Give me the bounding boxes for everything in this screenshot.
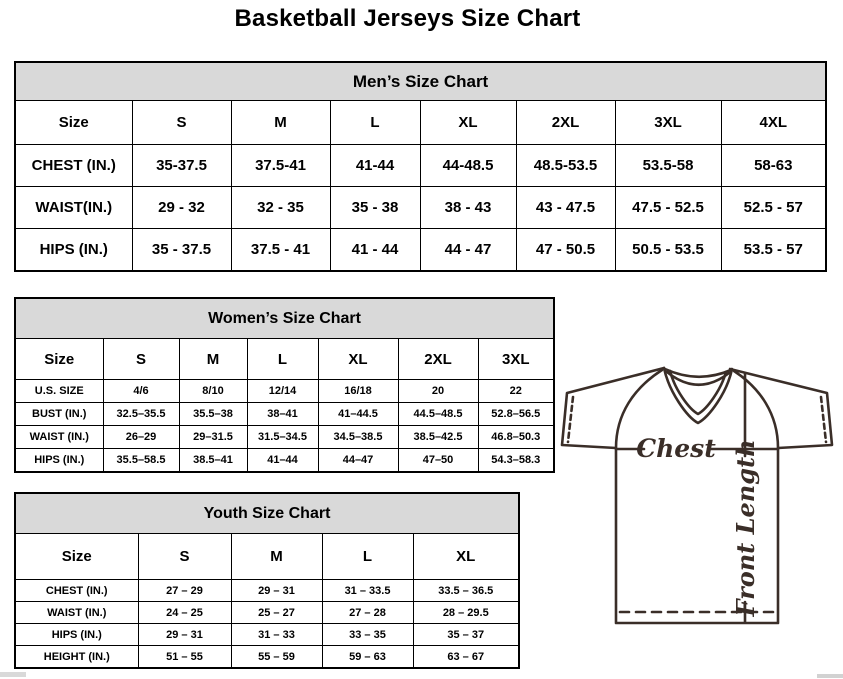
size-range-cell: 53.5-58 (615, 145, 721, 187)
size-range-cell: 12/14 (247, 380, 318, 403)
size-range-cell: 55 – 59 (231, 646, 322, 669)
size-range-cell: 35 – 37 (413, 624, 519, 646)
size-range-cell: 41-44 (330, 145, 420, 187)
row-label-cell: HIPS (IN.) (15, 624, 138, 646)
size-range-cell: 41 - 44 (330, 229, 420, 272)
jersey-cuff-dash-left (568, 397, 573, 442)
jersey-armhole-right (734, 371, 778, 448)
womens-chart-title: Women’s Size Chart (15, 298, 554, 339)
size-range-cell: 52.8–56.5 (478, 403, 554, 426)
column-header-cell: 3XL (478, 339, 554, 380)
size-range-cell: 29 - 32 (132, 187, 231, 229)
table-row (15, 646, 519, 669)
size-range-cell: 4/6 (103, 380, 179, 403)
size-range-cell: 29 – 31 (138, 624, 231, 646)
size-range-cell: 35 - 37.5 (132, 229, 231, 272)
chest-label: Chest (636, 434, 716, 463)
row-label-cell: WAIST(IN.) (15, 187, 132, 229)
size-range-cell: 52.5 - 57 (721, 187, 826, 229)
size-range-cell: 63 – 67 (413, 646, 519, 669)
size-range-cell: 44.5–48.5 (398, 403, 478, 426)
mens-chart-title: Men’s Size Chart (15, 62, 826, 101)
page-title: Basketball Jerseys Size Chart (234, 5, 581, 32)
table-row (15, 602, 519, 624)
womens-size-chart-table (14, 297, 555, 473)
row-label-cell: BUST (IN.) (15, 403, 103, 426)
table-row (15, 229, 826, 272)
size-range-cell: 38.5–42.5 (398, 426, 478, 449)
size-range-cell: 34.5–38.5 (318, 426, 398, 449)
row-label-cell: WAIST (IN.) (15, 426, 103, 449)
column-header-cell: Size (15, 101, 132, 145)
size-range-cell: 16/18 (318, 380, 398, 403)
size-range-cell: 48.5-53.5 (516, 145, 615, 187)
size-range-cell: 54.3–58.3 (478, 449, 554, 473)
size-range-cell: 44-48.5 (420, 145, 516, 187)
size-range-cell: 24 – 25 (138, 602, 231, 624)
size-range-cell: 58-63 (721, 145, 826, 187)
row-label-cell: CHEST (IN.) (15, 145, 132, 187)
table-row (15, 403, 554, 426)
row-label-cell: HIPS (IN.) (15, 229, 132, 272)
table-row (15, 187, 826, 229)
scrollbar-fragment-right (817, 674, 843, 678)
size-range-cell: 26–29 (103, 426, 179, 449)
row-label-cell: HIPS (IN.) (15, 449, 103, 473)
size-range-cell: 32 - 35 (231, 187, 330, 229)
size-range-cell: 47–50 (398, 449, 478, 473)
column-header-cell: S (138, 534, 231, 580)
column-header-cell: XL (413, 534, 519, 580)
column-header-cell: M (231, 534, 322, 580)
size-range-cell: 32.5–35.5 (103, 403, 179, 426)
size-range-cell: 47.5 - 52.5 (615, 187, 721, 229)
size-range-cell: 37.5-41 (231, 145, 330, 187)
table-row (15, 580, 519, 602)
youth-chart-title: Youth Size Chart (15, 493, 519, 534)
size-range-cell: 33.5 – 36.5 (413, 580, 519, 602)
column-header-cell: S (132, 101, 231, 145)
table-row (15, 145, 826, 187)
table-row (15, 449, 554, 473)
size-range-cell: 46.8–50.3 (478, 426, 554, 449)
table-row (15, 624, 519, 646)
row-label-cell: WAIST (IN.) (15, 602, 138, 624)
front-length-label: Front Length (731, 439, 760, 617)
size-range-cell: 43 - 47.5 (516, 187, 615, 229)
size-range-cell: 27 – 29 (138, 580, 231, 602)
column-header-cell: S (103, 339, 179, 380)
column-header-cell: Size (15, 534, 138, 580)
size-range-cell: 38 - 43 (420, 187, 516, 229)
column-header-cell: Size (15, 339, 103, 380)
size-range-cell: 35-37.5 (132, 145, 231, 187)
size-range-cell: 53.5 - 57 (721, 229, 826, 272)
size-range-cell: 8/10 (179, 380, 247, 403)
size-range-cell: 38.5–41 (179, 449, 247, 473)
youth-header-row (15, 534, 519, 580)
table-row (15, 426, 554, 449)
womens-header-row (15, 339, 554, 380)
jersey-cuff-dash-right (821, 397, 826, 442)
youth-size-chart-table (14, 492, 520, 669)
row-label-cell: HEIGHT (IN.) (15, 646, 138, 669)
column-header-cell: 4XL (721, 101, 826, 145)
size-range-cell: 35 - 38 (330, 187, 420, 229)
size-range-cell: 38–41 (247, 403, 318, 426)
size-range-cell: 31 – 33 (231, 624, 322, 646)
size-range-cell: 29–31.5 (179, 426, 247, 449)
column-header-cell: M (231, 101, 330, 145)
mens-header-row (15, 101, 826, 145)
row-label-cell: CHEST (IN.) (15, 580, 138, 602)
row-label-cell: U.S. SIZE (15, 380, 103, 403)
size-range-cell: 47 - 50.5 (516, 229, 615, 272)
size-range-cell: 44–47 (318, 449, 398, 473)
size-range-cell: 51 – 55 (138, 646, 231, 669)
size-range-cell: 28 – 29.5 (413, 602, 519, 624)
size-range-cell: 41–44.5 (318, 403, 398, 426)
jersey-measurement-diagram (556, 360, 843, 640)
size-range-cell: 20 (398, 380, 478, 403)
scrollbar-fragment-left (0, 672, 26, 677)
size-range-cell: 29 – 31 (231, 580, 322, 602)
column-header-cell: 2XL (516, 101, 615, 145)
column-header-cell: L (322, 534, 413, 580)
column-header-cell: M (179, 339, 247, 380)
column-header-cell: 2XL (398, 339, 478, 380)
size-range-cell: 44 - 47 (420, 229, 516, 272)
column-header-cell: XL (420, 101, 516, 145)
size-range-cell: 31.5–34.5 (247, 426, 318, 449)
column-header-cell: L (330, 101, 420, 145)
size-range-cell: 37.5 - 41 (231, 229, 330, 272)
size-range-cell: 27 – 28 (322, 602, 413, 624)
column-header-cell: L (247, 339, 318, 380)
size-range-cell: 22 (478, 380, 554, 403)
size-range-cell: 35.5–58.5 (103, 449, 179, 473)
size-range-cell: 31 – 33.5 (322, 580, 413, 602)
column-header-cell: XL (318, 339, 398, 380)
size-range-cell: 41–44 (247, 449, 318, 473)
size-range-cell: 25 – 27 (231, 602, 322, 624)
jersey-collar-rib-1 (665, 369, 731, 377)
mens-size-chart-table (14, 61, 827, 272)
jersey-outline (562, 368, 832, 623)
table-row (15, 380, 554, 403)
size-range-cell: 59 – 63 (322, 646, 413, 669)
size-range-cell: 35.5–38 (179, 403, 247, 426)
size-range-cell: 33 – 35 (322, 624, 413, 646)
column-header-cell: 3XL (615, 101, 721, 145)
size-range-cell: 50.5 - 53.5 (615, 229, 721, 272)
